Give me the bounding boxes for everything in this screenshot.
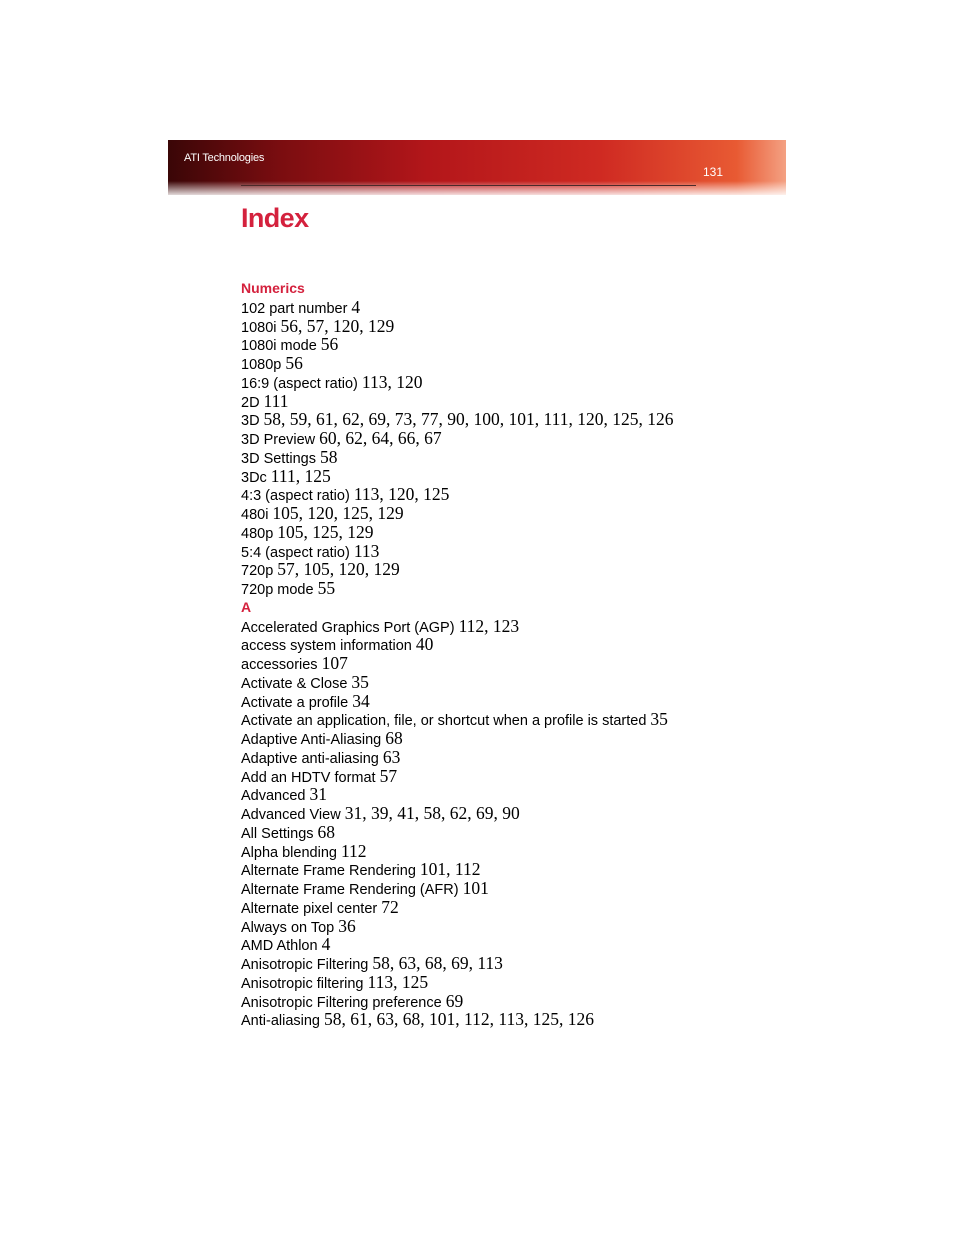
index-entry xyxy=(241,954,761,973)
page-header-band xyxy=(168,140,786,195)
index-entry-pages: 68 xyxy=(317,821,336,842)
index-entry-term: Accelerated Graphics Port (AGP) xyxy=(241,619,455,636)
index-entry-pages: 68 xyxy=(385,728,403,748)
index-entry xyxy=(241,617,761,636)
index-entry-term: Activate a profile xyxy=(241,694,349,711)
index-entry-pages: 112, 123 xyxy=(458,615,520,636)
index-entry xyxy=(241,410,761,429)
index-entry xyxy=(241,1010,761,1029)
index-entry-term: 4:3 (aspect ratio) xyxy=(241,488,350,505)
index-entry-pages: 55 xyxy=(317,578,336,598)
index-entry-pages: 58, 61, 63, 68, 101, 112, 113, 125, 126 xyxy=(324,1009,594,1030)
index-entry xyxy=(241,392,761,411)
index-entry xyxy=(241,467,761,486)
index-entry-pages: 111 xyxy=(263,390,289,411)
index-entry-term: 720p xyxy=(241,563,274,580)
index-section-heading: A xyxy=(241,598,252,615)
index-entry-pages: 56 xyxy=(285,353,303,373)
index-entry xyxy=(241,635,761,654)
index-entry-pages: 58, 63, 68, 69, 113 xyxy=(372,953,503,973)
index-entry xyxy=(241,354,761,373)
index-entry xyxy=(241,804,761,823)
index-entry-pages: 69 xyxy=(445,990,464,1011)
index-entry xyxy=(241,523,761,542)
index-entry xyxy=(241,748,761,767)
index-entry-pages: 31, 39, 41, 58, 62, 69, 90 xyxy=(344,803,520,823)
index-entry xyxy=(241,823,761,842)
index-entry-term: Anisotropic Filtering xyxy=(241,957,369,973)
index-entry-term: Adaptive anti-aliasing xyxy=(241,750,379,767)
index-entry xyxy=(241,673,761,692)
index-entry-term: All Settings xyxy=(241,825,314,842)
index-entry-pages: 4 xyxy=(321,934,331,955)
index-entry-term: 3Dc xyxy=(241,469,267,486)
index-entry-term: Advanced View xyxy=(241,807,341,823)
index-entry xyxy=(241,542,761,561)
index-entry-term: Activate an application, file, or shortcut when a profile is started xyxy=(241,713,647,730)
index-entry xyxy=(241,729,761,748)
index-entry-pages: 35 xyxy=(650,709,668,730)
index-entry-pages: 60, 62, 64, 66, 67 xyxy=(319,428,442,448)
index-entry xyxy=(241,973,761,992)
index-entry-pages: 35 xyxy=(351,671,369,692)
index-entry-pages: 105, 120, 125, 129 xyxy=(272,503,404,523)
index-entry-pages: 105, 125, 129 xyxy=(277,521,374,542)
index-entry xyxy=(241,710,761,729)
index-entry xyxy=(241,373,761,392)
index-entry-pages: 107 xyxy=(321,653,348,673)
index-entry-term: Anisotropic filtering xyxy=(241,975,364,992)
page-number: 131 xyxy=(702,165,723,179)
index-entry xyxy=(241,485,761,504)
index-entry xyxy=(241,935,761,954)
index-entry-pages: 113, 120 xyxy=(361,371,423,392)
index-entry-pages: 101, 112 xyxy=(419,859,481,880)
index-entry-pages: 57 xyxy=(379,765,398,786)
index-entry-pages: 58 xyxy=(319,446,338,467)
index-entry-pages: 34 xyxy=(352,690,370,711)
index-entry-term: 3D Preview xyxy=(241,432,316,448)
index-entry xyxy=(241,692,761,711)
index-entry-term: Anti-aliasing xyxy=(241,1013,320,1030)
index-entry-term: AMD Athlon xyxy=(241,938,318,955)
index-entry xyxy=(241,317,761,336)
index-entry-pages: 4 xyxy=(351,296,361,317)
index-entry-term: Anisotropic Filtering preference xyxy=(241,994,442,1011)
header-rule xyxy=(241,185,696,186)
index-entry-term: 2D xyxy=(241,394,260,411)
index-entry-term: 1080i xyxy=(241,319,277,336)
index-entry-term: Adaptive Anti-Aliasing xyxy=(241,732,382,748)
index-entry-pages: 72 xyxy=(381,896,399,917)
index-entry xyxy=(241,448,761,467)
index-entry-pages: 113, 120, 125 xyxy=(353,484,450,505)
index-entry-term: 5:4 (aspect ratio) xyxy=(241,544,350,561)
index-entry xyxy=(241,898,761,917)
index-list xyxy=(241,279,761,1029)
index-entry xyxy=(241,767,761,786)
index-entry-term: Add an HDTV format xyxy=(241,769,376,786)
index-entry-pages: 56 xyxy=(320,334,339,355)
brand-logo-text: ATI Technologies xyxy=(184,152,265,164)
index-entry-pages: 113, 125 xyxy=(367,971,429,992)
index-entry-pages: 40 xyxy=(415,634,434,655)
index-entry-term: 1080p xyxy=(241,357,282,373)
index-entry xyxy=(241,860,761,879)
index-entry-pages: 63 xyxy=(382,746,401,767)
index-entry xyxy=(241,917,761,936)
index-entry-term: 480i xyxy=(241,507,269,523)
index-section-heading: Numerics xyxy=(241,280,305,296)
index-entry-pages: 36 xyxy=(338,915,356,936)
index-entry xyxy=(241,842,761,861)
index-entry-term: accessories xyxy=(241,657,318,673)
index-entry-pages: 111, 125 xyxy=(270,465,331,486)
index-entry-term: Alternate Frame Rendering xyxy=(241,863,416,880)
index-entry-term: Alpha blending xyxy=(241,844,337,861)
index-entry xyxy=(241,785,761,804)
index-entry xyxy=(241,335,761,354)
index-entry xyxy=(241,654,761,673)
index-entry-term: Activate & Close xyxy=(241,675,348,692)
index-entry-term: 3D xyxy=(241,413,260,430)
index-entry-pages: 58, 59, 61, 62, 69, 73, 77, 90, 100, 101, 111, 120, 125, 126 xyxy=(263,409,674,430)
index-entry xyxy=(241,879,761,898)
index-entry-pages: 31 xyxy=(309,784,327,805)
index-entry xyxy=(241,992,761,1011)
index-entry-term: 16:9 (aspect ratio) xyxy=(241,375,358,392)
index-entry xyxy=(241,579,761,598)
index-entry-pages: 112 xyxy=(340,840,367,861)
index-entry-term: 3D Settings xyxy=(241,450,316,467)
index-entry xyxy=(241,429,761,448)
index-entry-term: 720p mode xyxy=(241,582,314,598)
index-entry-pages: 101 xyxy=(462,878,489,898)
index-entry-pages: 56, 57, 120, 129 xyxy=(280,315,395,336)
index-entry-term: Always on Top xyxy=(241,919,335,936)
index-entry-term: Alternate pixel center xyxy=(241,900,378,917)
index-entry-term: 480p xyxy=(241,525,274,542)
index-entry-pages: 57, 105, 120, 129 xyxy=(277,559,400,580)
index-entry-term: 102 part number xyxy=(241,300,348,317)
index-entry-term: Advanced xyxy=(241,788,306,805)
index-entry-term: 1080i mode xyxy=(241,338,317,355)
index-entry xyxy=(241,298,761,317)
index-entry xyxy=(241,560,761,579)
index-entry-term: Alternate Frame Rendering (AFR) xyxy=(241,882,459,898)
index-entry-pages: 113 xyxy=(353,540,380,561)
page-title: Index xyxy=(241,203,309,233)
index-entry-term: access system information xyxy=(241,638,412,655)
index-entry xyxy=(241,504,761,523)
